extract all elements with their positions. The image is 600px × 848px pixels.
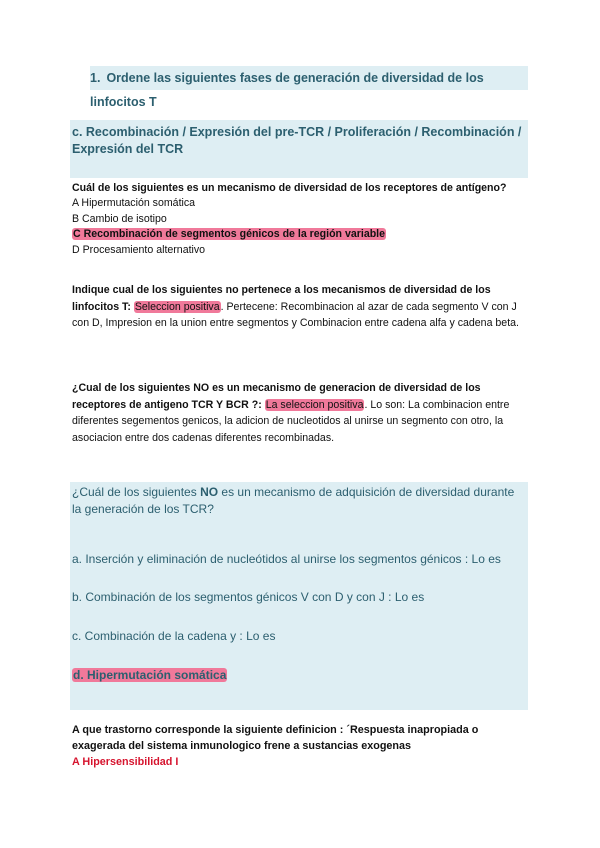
question-5-box — [70, 482, 528, 710]
question-5-text — [72, 484, 526, 518]
question-1-text: Ordene las siguientes fases de generación de diversidad de los linfocitos T — [90, 71, 484, 109]
question-4-text: ¿Cual de los siguientes NO es un mecanismo de generacion de diversidad de los receptores de antigeno TCR Y BCR ?: — [72, 382, 481, 411]
question-5-option-b: b. Combinación de los segmentos génicos V con D y con J : Lo es — [72, 590, 425, 604]
question-3-text: Indique cual de los siguientes no pertenece a los mecanismos de diversidad de los linfocitos T: — [72, 284, 491, 313]
question-5-option-c: c. Combinación de la cadena y : Lo es — [72, 629, 276, 643]
question-4 — [72, 380, 524, 446]
question-1-box — [90, 66, 528, 109]
question-5-option-a: a. Inserción y eliminación de nucleótidos al unirse los segmentos génicos : Lo es — [72, 552, 501, 566]
question-1-answer: c. Recombinación / Expresión del pre-TCR / Proliferación / Recombinación / Expresión del TCR — [72, 125, 522, 156]
question-2-option-d: D Procesamiento alternativo — [72, 243, 206, 256]
question-3-answer: Seleccion positiva — [134, 300, 220, 313]
question-2-option-a: A Hipermutación somática — [72, 197, 196, 210]
question-6-answer: A Hipersensibilidad I — [72, 756, 179, 768]
question-1-answer-box — [70, 120, 528, 178]
question-2 — [72, 181, 542, 258]
question-2-option-c — [72, 227, 542, 242]
question-4-explanation: . Lo son: La combinacion entre diferentes segementos genicos, la adicion de nucleotidos al unirse un segmento con otro, la asociacion entre dos cadenas diferentes recombinadas. — [72, 398, 510, 444]
question-3-explanation: . Pertecene: Recombinacion al azar de cada segmento V con J con D, Impresion en la union entre segmentos y Combinacion entre cadena alfa y cadena beta. — [72, 300, 519, 329]
question-2-correct-option: C Recombinación de segmentos génicos de la región variable — [73, 228, 386, 241]
question-5-suffix: es un mecanismo de adquisición de diversidad durante la generación de los TCR? — [72, 485, 515, 516]
question-2-text: Cuál de los siguientes es un mecanismo de diversidad de los receptores de antígeno? — [72, 182, 507, 194]
question-5-emphasis: NO — [200, 485, 219, 499]
question-5-correct-option: d. Hipermutación somática — [73, 668, 227, 682]
question-2-option-b: B Cambio de isotipo — [72, 212, 167, 225]
question-6 — [72, 722, 532, 770]
question-1-number: 1. — [90, 71, 101, 85]
question-4-answer: La seleccion positiva — [265, 398, 364, 411]
question-5-option-d — [72, 667, 227, 684]
question-5-prefix: ¿Cuál de los siguientes — [72, 485, 201, 499]
question-3 — [72, 282, 524, 332]
question-6-text: A que trastorno corresponde la siguiente definicion : ´Respuesta inapropiada o exagerada del sistema inmunologico frene a sustancias exogenas — [72, 724, 479, 752]
